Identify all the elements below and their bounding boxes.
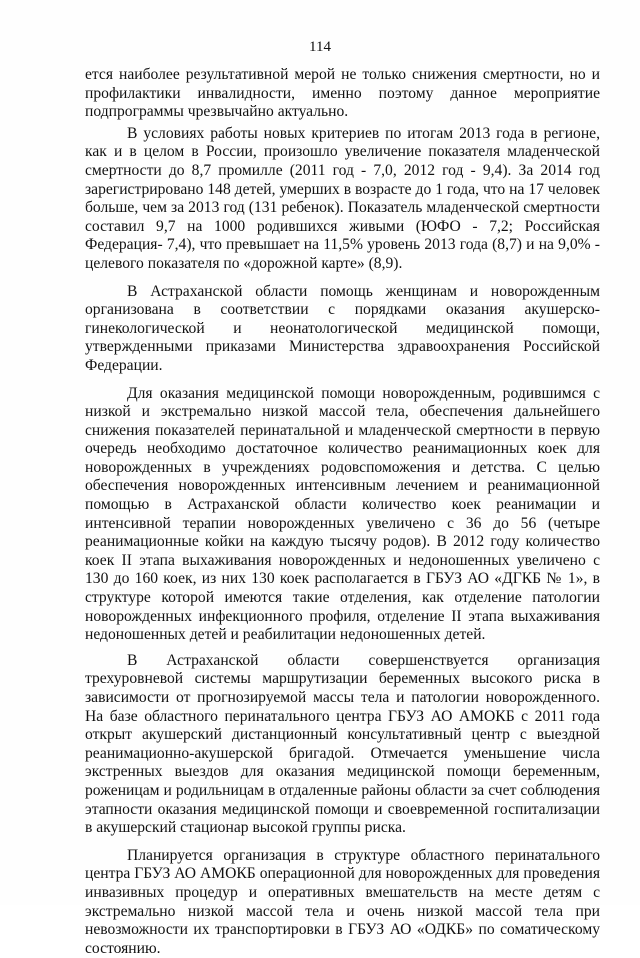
paragraph-routing-system: В Астраханской области совершенствуется организация трехуровневой системы маршрутизации беременных высокого риска в зависимости от прогнозируемой массы тела и патологии новорожденного. На базе областного перинатального центра ГБУЗ АО АМОКБ с 2011 года открыт акушерский дистанционный консультативный центр с выездной реанимационно-акушерской бригадой. Отмечается уменьшение числа экстренных выездов для оказания медицинской помощи беременным, роженицам и родильницам в отдаленные районы области за счет соблюдения этапности оказания медицинской помощи и своевременной госпитализации в акушерский стационар высокой группы риска. — [85, 651, 600, 837]
paragraph-planned-operating-room: Планируется организация в структуре областного перинатального центра ГБУЗ АО АМОКБ операционной для новорожденных для проведения инвазивных процедур и оперативных вмешательств на месте детям с экстремально низкой массой тела и очень низкой массой тела при невозможности их транспортировки в ГБУЗ АО «ОДКБ» по соматическому состоянию. — [85, 846, 600, 957]
paragraph-care-organization: В Астраханской области помощь женщинам и новорожденным организована в соответствии с порядками оказания акушерско-гинекологической и неонатологической медицинской помощи, утвержденными приказами Министерства здравоохранения Российской Федерации. — [85, 282, 600, 374]
document-body — [85, 66, 600, 958]
paragraph-infant-mortality: В условиях работы новых критериев по итогам 2013 года в регионе, как и в целом в России, произошло увеличение показателя младенческой смертности до 8,7 промилле (2011 год - 7,0, 2012 год - 9,4). За 2014 год зарегистрировано 148 детей, умерших в возрасте до 1 года, что на 17 человек больше, чем за 2013 год (131 ребенок). Показатель младенческой смертности составил 9,7 на 1000 родившихся живыми (ЮФО - 7,2; Российская Федерация- 7,4), что превышает на 11,5% уровень 2013 года (8,7) и на 9,0% - целевого показателя по «дорожной карте» (8,9). — [85, 124, 600, 272]
page-number: 114 — [309, 39, 331, 55]
paragraph-resuscitation-beds: Для оказания медицинской помощи новорожденным, родившимся с низкой и экстремально низкой массой тела, обеспечения дальнейшего снижения показателей перинатальной и младенческой смертности в первую очередь необходимо достаточное количество реанимационных коек для новорожденных в учреждениях родовспоможения и детства. С целью обеспечения новорожденных интенсивным лечением и реанимационной помощью в Астраханской области количество коек реанимации и интенсивной терапии новорожденных увеличено с 36 до 56 (четыре реанимационные койки на каждую тысячу родов). В 2012 году количество коек II этапа выхаживания новорожденных и недоношенных увеличено с 130 до 160 коек, из них 130 коек располагается в ГБУЗ АО «ДГКБ № 1», в структуре которой имеются такие отделения, как отделение патологии новорожденных инфекционного профиля, отделение II этапа выхаживания недоношенных детей и реабилитации недоношенных детей. — [85, 384, 600, 644]
paragraph-continuation: ется наиболее результативной мерой не только снижения смертности, но и профилактики инвалидности, именно поэтому данное мероприятие подпрограммы чрезвычайно актуально. — [85, 66, 600, 121]
